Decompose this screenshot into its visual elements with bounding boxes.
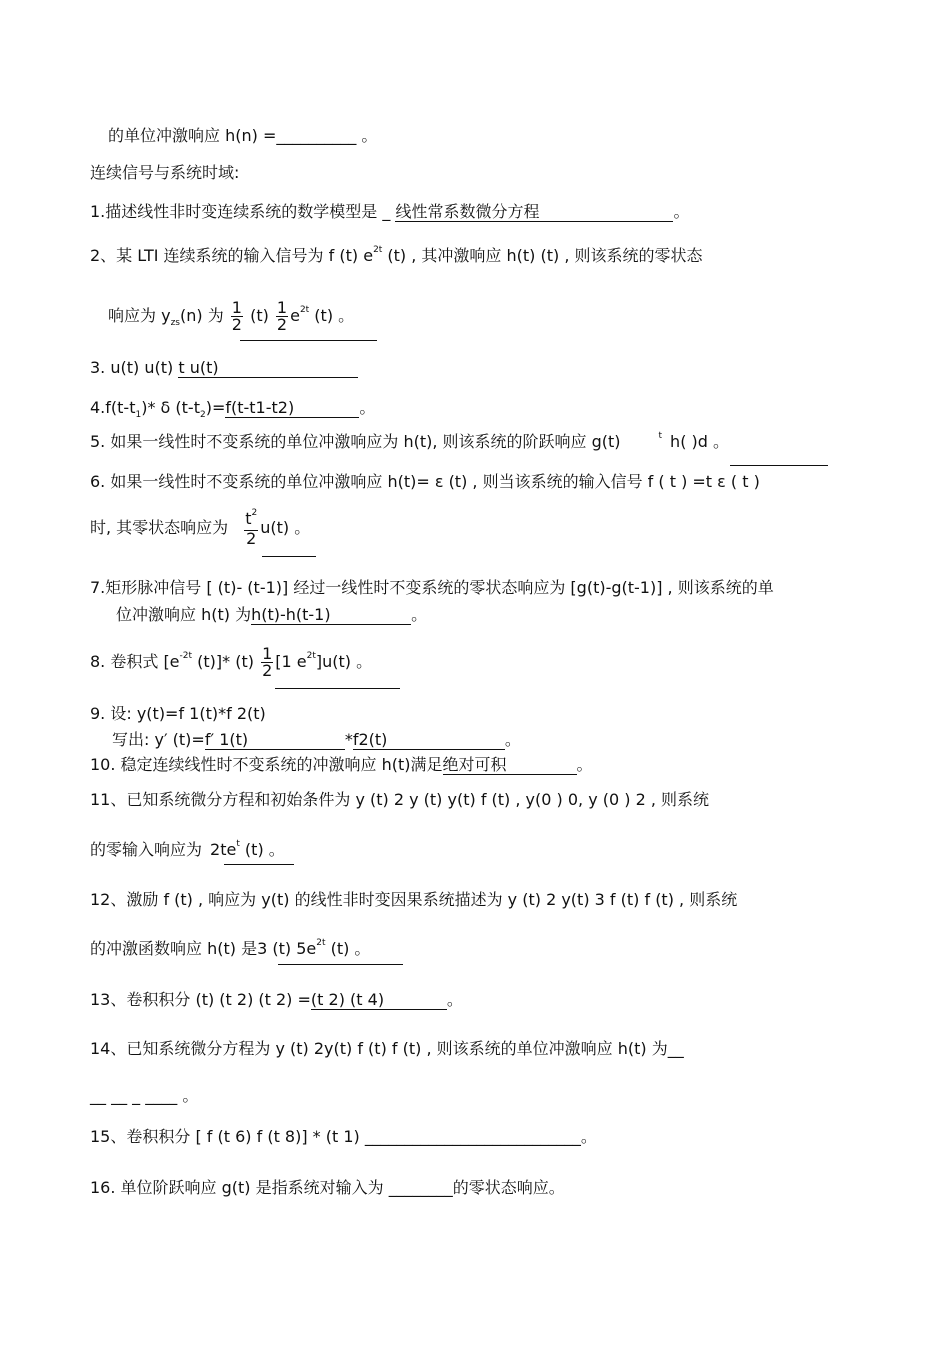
question-14-blank: __ __ _ ____ 。 (90, 1086, 199, 1105)
question-11: 11、已知系统微分方程和初始条件为 y (t) 2 y (t) y(t) f (t) , y(0 ) 0, y (0 ) 2 , 则系统 (90, 790, 710, 809)
answer-underline (275, 688, 400, 689)
question-12: 12、激励 f (t) , 响应为 y(t) 的线性非时变因果系统描述为 y (t) 2 y(t) 3 f (t) f (t) , 则系统 (90, 890, 738, 909)
line-impulse-response-hn: 的单位冲激响应 h(n) =__________ 。 (108, 126, 378, 145)
fraction: $\frac{t^2}{2}$ (245, 507, 258, 548)
answer-underline (224, 864, 294, 865)
answer-1: 线性常系数微分方程 (395, 203, 673, 222)
answer-9a: f′ 1(t) (205, 731, 345, 750)
question-12-answer: 的冲激函数响应 h(t) 是3 (t) $5e^{2t}$ (t) 。 (90, 938, 371, 958)
question-3: 3. u(t) u(t) t u(t) (90, 358, 358, 378)
question-7: 7.矩形脉冲信号 [ (t)- (t-1)] 经过一线性时不变系统的零状态响应为 [g(t)-g(t-1)] , 则该系统的单 (90, 578, 774, 597)
question-8: 8. 卷积式 [$e^{-2t}$ (t)]* (t) $\frac{1}{2}$ [1 $e^{2t}]u(t)$ 。 (90, 644, 373, 680)
question-16: 16. 单位阶跃响应 g(t) 是指系统对输入为 ________的零状态响应。 (90, 1178, 565, 1197)
section-heading: 连续信号与系统时域: (90, 163, 240, 182)
question-9-answer: 写出: y′ (t)=f′ 1(t) *f2(t) 。 (112, 730, 521, 749)
question-2: 2、某 LTI 连续系统的输入信号为 f (t) $e^{2t}$ (t) , 其冲激响应 h(t) (t) , 则该系统的零状态 (90, 245, 703, 265)
question-5: 5. 如果一线性时不变系统的单位冲激响应为 h(t), 则该系统的阶跃响应 g(t) $^t$ h( )d 。 (90, 431, 730, 451)
fraction: $\frac{1}{2}$ (262, 644, 273, 680)
answer-underline (278, 964, 403, 965)
answer-4: f(t-t1-t2) (225, 399, 359, 418)
answer-7: h(t)-h(t-1) (251, 606, 411, 625)
question-15: 15、卷积积分 [ f (t 6) f (t 8)] * (t 1) ___________________________。 (90, 1127, 597, 1146)
answer-9b: f2(t) (353, 731, 505, 750)
question-10: 10. 稳定连续线性时不变系统的冲激响应 h(t)满足绝对可积 。 (90, 755, 593, 774)
answer-10: 绝对可积 (443, 756, 577, 775)
question-4: $4.f(t-t_1)*$ δ $(t-t_2)=f(t-t1-t2)$ 。 (90, 398, 376, 420)
question-6-answer: 时, 其零状态响应为 $\frac{t^2}{2}$ u(t) 。 (90, 507, 311, 548)
answer-underline (730, 465, 828, 466)
question-11-answer: 的零输入响应为 $2te^t$ (t) 。 (90, 839, 285, 859)
question-1: 1.描述线性非时变连续系统的数学模型是 _ 线性常系数微分方程 。 (90, 202, 690, 221)
answer-underline (240, 340, 377, 341)
answer-3: t u(t) (178, 359, 358, 378)
question-6: 6. 如果一线性时不变系统的单位冲激响应 h(t)= ε (t) , 则当该系统的输入信号 f ( t ) =t ε ( t ) (90, 472, 760, 491)
question-14: 14、已知系统微分方程为 y (t) 2y(t) f (t) f (t) , 则该系统的单位冲激响应 h(t) 为__ (90, 1039, 684, 1058)
question-13: 13、卷积积分 (t) (t 2) (t 2) =(t 2) (t 4) 。 (90, 990, 463, 1009)
question-9: 9. 设: y(t)=f 1(t)*f 2(t) (90, 704, 266, 723)
fraction: $\frac{1}{2}$ (231, 298, 242, 334)
fraction: $\frac{1}{2}$ (276, 298, 288, 334)
answer-16: ________ (388, 1178, 453, 1197)
answer-13: (t 2) (t 4) (311, 991, 447, 1010)
question-7-answer: 位冲激响应 h(t) 为h(t)-h(t-1) 。 (116, 605, 428, 624)
answer-15: ___________________________ (364, 1127, 581, 1146)
answer-underline (262, 556, 316, 557)
question-2-answer: 响应为 $y_{zs}(n)$ 为 $\frac{1}{2}$ (t) $\frac{1}{2}$ $e^{2t}$ (t) 。 (108, 298, 355, 334)
